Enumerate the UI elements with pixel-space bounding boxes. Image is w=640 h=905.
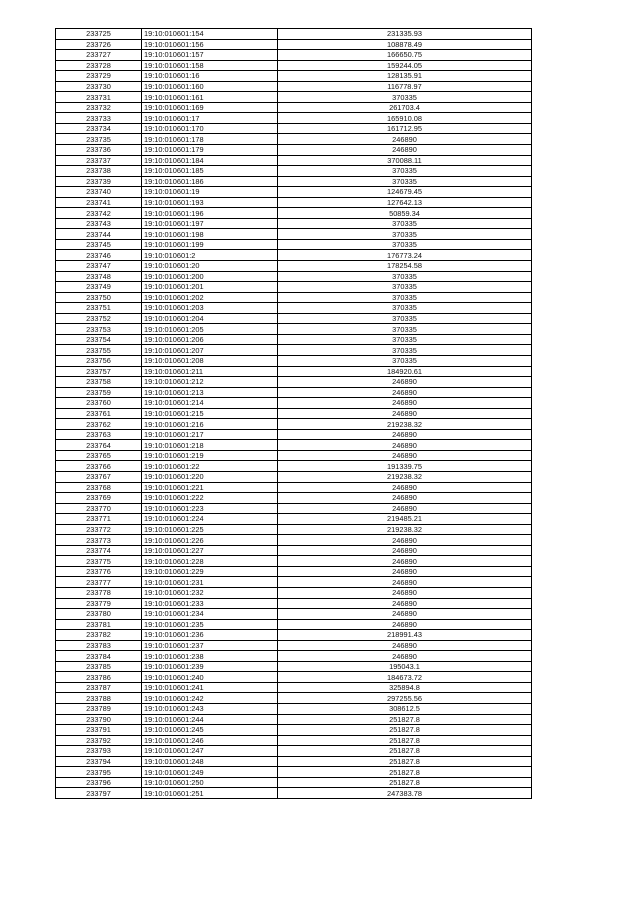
value-cell: 251827.8 — [278, 777, 532, 788]
table-row — [56, 756, 532, 767]
row-number-cell: 233791 — [56, 725, 142, 736]
row-number-cell: 233789 — [56, 704, 142, 715]
row-number-cell: 233725 — [56, 29, 142, 40]
cadastral-number-cell: 19:10:010601:223 — [142, 503, 278, 514]
cadastral-number-cell: 19:10:010601:186 — [142, 176, 278, 187]
value-cell: 370335 — [278, 355, 532, 366]
table-row — [56, 166, 532, 177]
cadastral-number-cell: 19:10:010601:213 — [142, 387, 278, 398]
table-row — [56, 535, 532, 546]
row-number-cell: 233761 — [56, 408, 142, 419]
cadastral-number-cell: 19:10:010601:232 — [142, 587, 278, 598]
row-number-cell: 233733 — [56, 113, 142, 124]
cadastral-number-cell: 19:10:010601:19 — [142, 187, 278, 198]
row-number-cell: 233750 — [56, 292, 142, 303]
table-row — [56, 303, 532, 314]
table-row — [56, 788, 532, 799]
data-table — [55, 28, 532, 799]
cadastral-number-cell: 19:10:010601:235 — [142, 619, 278, 630]
row-number-cell: 233769 — [56, 493, 142, 504]
table-row — [56, 725, 532, 736]
table-row — [56, 598, 532, 609]
table-row — [56, 250, 532, 261]
table-row — [56, 71, 532, 82]
value-cell: 370335 — [278, 218, 532, 229]
table-row — [56, 60, 532, 71]
value-cell: 370335 — [278, 292, 532, 303]
cadastral-number-cell: 19:10:010601:200 — [142, 271, 278, 282]
cadastral-number-cell: 19:10:010601:161 — [142, 92, 278, 103]
value-cell: 251827.8 — [278, 725, 532, 736]
row-number-cell: 233770 — [56, 503, 142, 514]
row-number-cell: 233731 — [56, 92, 142, 103]
row-number-cell: 233759 — [56, 387, 142, 398]
row-number-cell: 233775 — [56, 556, 142, 567]
row-number-cell: 233762 — [56, 419, 142, 430]
row-number-cell: 233792 — [56, 735, 142, 746]
value-cell: 246890 — [278, 556, 532, 567]
row-number-cell: 233771 — [56, 514, 142, 525]
value-cell: 370335 — [278, 239, 532, 250]
table-row — [56, 113, 532, 124]
cadastral-number-cell: 19:10:010601:179 — [142, 145, 278, 156]
cadastral-number-cell: 19:10:010601:202 — [142, 292, 278, 303]
value-cell: 370335 — [278, 282, 532, 293]
value-cell: 246890 — [278, 398, 532, 409]
table-row — [56, 239, 532, 250]
row-number-cell: 233776 — [56, 566, 142, 577]
value-cell: 246890 — [278, 503, 532, 514]
value-cell: 165910.08 — [278, 113, 532, 124]
value-cell: 246890 — [278, 598, 532, 609]
table-row — [56, 271, 532, 282]
row-number-cell: 233782 — [56, 630, 142, 641]
table-row — [56, 682, 532, 693]
row-number-cell: 233774 — [56, 545, 142, 556]
cadastral-number-cell: 19:10:010601:160 — [142, 81, 278, 92]
cadastral-number-cell: 19:10:010601:234 — [142, 609, 278, 620]
table-row — [56, 577, 532, 588]
cadastral-number-cell: 19:10:010601:248 — [142, 756, 278, 767]
cadastral-number-cell: 19:10:010601:221 — [142, 482, 278, 493]
table-row — [56, 50, 532, 61]
table-row — [56, 345, 532, 356]
table-row — [56, 419, 532, 430]
cadastral-number-cell: 19:10:010601:241 — [142, 682, 278, 693]
value-cell: 370335 — [278, 229, 532, 240]
row-number-cell: 233768 — [56, 482, 142, 493]
row-number-cell: 233738 — [56, 166, 142, 177]
cadastral-number-cell: 19:10:010601:2 — [142, 250, 278, 261]
cadastral-number-cell: 19:10:010601:154 — [142, 29, 278, 40]
cadastral-number-cell: 19:10:010601:158 — [142, 60, 278, 71]
value-cell: 370335 — [278, 334, 532, 345]
table-row — [56, 429, 532, 440]
table-row — [56, 377, 532, 388]
row-number-cell: 233756 — [56, 355, 142, 366]
row-number-cell: 233754 — [56, 334, 142, 345]
row-number-cell: 233777 — [56, 577, 142, 588]
row-number-cell: 233726 — [56, 39, 142, 50]
cadastral-number-cell: 19:10:010601:229 — [142, 566, 278, 577]
cadastral-number-cell: 19:10:010601:216 — [142, 419, 278, 430]
row-number-cell: 233737 — [56, 155, 142, 166]
cadastral-number-cell: 19:10:010601:203 — [142, 303, 278, 314]
row-number-cell: 233741 — [56, 197, 142, 208]
value-cell: 219485.21 — [278, 514, 532, 525]
row-number-cell: 233780 — [56, 609, 142, 620]
cadastral-number-cell: 19:10:010601:251 — [142, 788, 278, 799]
row-number-cell: 233778 — [56, 587, 142, 598]
table-row — [56, 261, 532, 272]
row-number-cell: 233729 — [56, 71, 142, 82]
table-row — [56, 208, 532, 219]
table-row — [56, 324, 532, 335]
row-number-cell: 233746 — [56, 250, 142, 261]
value-cell: 370335 — [278, 345, 532, 356]
value-cell: 116778.97 — [278, 81, 532, 92]
value-cell: 246890 — [278, 408, 532, 419]
value-cell: 176773.24 — [278, 250, 532, 261]
table-row — [56, 187, 532, 198]
cadastral-number-cell: 19:10:010601:237 — [142, 640, 278, 651]
table-row — [56, 123, 532, 134]
table-row — [56, 102, 532, 113]
table-row — [56, 651, 532, 662]
value-cell: 184920.61 — [278, 366, 532, 377]
value-cell: 246890 — [278, 609, 532, 620]
value-cell: 297255.56 — [278, 693, 532, 704]
cadastral-number-cell: 19:10:010601:233 — [142, 598, 278, 609]
row-number-cell: 233739 — [56, 176, 142, 187]
table-row — [56, 313, 532, 324]
table-row — [56, 218, 532, 229]
cadastral-number-cell: 19:10:010601:217 — [142, 429, 278, 440]
row-number-cell: 233755 — [56, 345, 142, 356]
cadastral-number-cell: 19:10:010601:220 — [142, 471, 278, 482]
table-row — [56, 566, 532, 577]
row-number-cell: 233796 — [56, 777, 142, 788]
row-number-cell: 233748 — [56, 271, 142, 282]
row-number-cell: 233794 — [56, 756, 142, 767]
table-row — [56, 387, 532, 398]
value-cell: 261703.4 — [278, 102, 532, 113]
value-cell: 161712.95 — [278, 123, 532, 134]
table-row — [56, 197, 532, 208]
value-cell: 246890 — [278, 619, 532, 630]
table-row — [56, 134, 532, 145]
table-row — [56, 398, 532, 409]
row-number-cell: 233736 — [56, 145, 142, 156]
table-row — [56, 366, 532, 377]
row-number-cell: 233745 — [56, 239, 142, 250]
cadastral-number-cell: 19:10:010601:197 — [142, 218, 278, 229]
cadastral-number-cell: 19:10:010601:214 — [142, 398, 278, 409]
table-row — [56, 176, 532, 187]
table-row — [56, 746, 532, 757]
cadastral-number-cell: 19:10:010601:199 — [142, 239, 278, 250]
value-cell: 370335 — [278, 313, 532, 324]
cadastral-number-cell: 19:10:010601:157 — [142, 50, 278, 61]
row-number-cell: 233764 — [56, 440, 142, 451]
table-row — [56, 355, 532, 366]
table-row — [56, 145, 532, 156]
value-cell: 251827.8 — [278, 767, 532, 778]
row-number-cell: 233763 — [56, 429, 142, 440]
table-row — [56, 450, 532, 461]
value-cell: 219238.32 — [278, 524, 532, 535]
value-cell: 251827.8 — [278, 756, 532, 767]
row-number-cell: 233728 — [56, 60, 142, 71]
row-number-cell: 233795 — [56, 767, 142, 778]
cadastral-number-cell: 19:10:010601:238 — [142, 651, 278, 662]
row-number-cell: 233772 — [56, 524, 142, 535]
value-cell: 191339.75 — [278, 461, 532, 472]
table-row — [56, 619, 532, 630]
value-cell: 184673.72 — [278, 672, 532, 683]
table-row — [56, 39, 532, 50]
row-number-cell: 233785 — [56, 661, 142, 672]
value-cell: 251827.8 — [278, 746, 532, 757]
cadastral-number-cell: 19:10:010601:201 — [142, 282, 278, 293]
value-cell: 246890 — [278, 450, 532, 461]
value-cell: 50859.34 — [278, 208, 532, 219]
value-cell: 246890 — [278, 387, 532, 398]
value-cell: 219238.32 — [278, 419, 532, 430]
row-number-cell: 233758 — [56, 377, 142, 388]
value-cell: 246890 — [278, 651, 532, 662]
cadastral-number-cell: 19:10:010601:16 — [142, 71, 278, 82]
cadastral-number-cell: 19:10:010601:17 — [142, 113, 278, 124]
row-number-cell: 233744 — [56, 229, 142, 240]
cadastral-number-cell: 19:10:010601:239 — [142, 661, 278, 672]
table-row — [56, 735, 532, 746]
value-cell: 370335 — [278, 176, 532, 187]
cadastral-number-cell: 19:10:010601:244 — [142, 714, 278, 725]
cadastral-number-cell: 19:10:010601:20 — [142, 261, 278, 272]
cadastral-number-cell: 19:10:010601:247 — [142, 746, 278, 757]
cadastral-number-cell: 19:10:010601:240 — [142, 672, 278, 683]
cadastral-number-cell: 19:10:010601:205 — [142, 324, 278, 335]
row-number-cell: 233790 — [56, 714, 142, 725]
cadastral-number-cell: 19:10:010601:222 — [142, 493, 278, 504]
row-number-cell: 233752 — [56, 313, 142, 324]
row-number-cell: 233757 — [56, 366, 142, 377]
table-row — [56, 503, 532, 514]
row-number-cell: 233781 — [56, 619, 142, 630]
row-number-cell: 233783 — [56, 640, 142, 651]
cadastral-number-cell: 19:10:010601:198 — [142, 229, 278, 240]
cadastral-number-cell: 19:10:010601:208 — [142, 355, 278, 366]
row-number-cell: 233793 — [56, 746, 142, 757]
cadastral-number-cell: 19:10:010601:207 — [142, 345, 278, 356]
value-cell: 370335 — [278, 92, 532, 103]
table-row — [56, 461, 532, 472]
table-row — [56, 672, 532, 683]
table-row — [56, 524, 532, 535]
cadastral-number-cell: 19:10:010601:184 — [142, 155, 278, 166]
value-cell: 246890 — [278, 566, 532, 577]
cadastral-number-cell: 19:10:010601:246 — [142, 735, 278, 746]
value-cell: 124679.45 — [278, 187, 532, 198]
row-number-cell: 233735 — [56, 134, 142, 145]
row-number-cell: 233773 — [56, 535, 142, 546]
table-row — [56, 514, 532, 525]
value-cell: 246890 — [278, 145, 532, 156]
row-number-cell: 233787 — [56, 682, 142, 693]
row-number-cell: 233786 — [56, 672, 142, 683]
cadastral-number-cell: 19:10:010601:219 — [142, 450, 278, 461]
table-row — [56, 777, 532, 788]
row-number-cell: 233732 — [56, 102, 142, 113]
row-number-cell: 233751 — [56, 303, 142, 314]
value-cell: 308612.5 — [278, 704, 532, 715]
table-row — [56, 556, 532, 567]
cadastral-number-cell: 19:10:010601:193 — [142, 197, 278, 208]
table-row — [56, 704, 532, 715]
value-cell: 246890 — [278, 640, 532, 651]
value-cell: 251827.8 — [278, 735, 532, 746]
value-cell: 370335 — [278, 166, 532, 177]
value-cell: 246890 — [278, 545, 532, 556]
table-row — [56, 81, 532, 92]
table-row — [56, 334, 532, 345]
cadastral-number-cell: 19:10:010601:225 — [142, 524, 278, 535]
row-number-cell: 233788 — [56, 693, 142, 704]
value-cell: 166650.75 — [278, 50, 532, 61]
cadastral-number-cell: 19:10:010601:206 — [142, 334, 278, 345]
table-row — [56, 661, 532, 672]
cadastral-number-cell: 19:10:010601:185 — [142, 166, 278, 177]
row-number-cell: 233747 — [56, 261, 142, 272]
table-row — [56, 229, 532, 240]
row-number-cell: 233753 — [56, 324, 142, 335]
table-row — [56, 609, 532, 620]
cadastral-number-cell: 19:10:010601:169 — [142, 102, 278, 113]
table-row — [56, 282, 532, 293]
table-row — [56, 471, 532, 482]
row-number-cell: 233767 — [56, 471, 142, 482]
value-cell: 108878.49 — [278, 39, 532, 50]
cadastral-number-cell: 19:10:010601:242 — [142, 693, 278, 704]
cadastral-number-cell: 19:10:010601:227 — [142, 545, 278, 556]
row-number-cell: 233727 — [56, 50, 142, 61]
value-cell: 246890 — [278, 377, 532, 388]
cadastral-number-cell: 19:10:010601:249 — [142, 767, 278, 778]
table-row — [56, 92, 532, 103]
cadastral-number-cell: 19:10:010601:236 — [142, 630, 278, 641]
row-number-cell: 233765 — [56, 450, 142, 461]
row-number-cell: 233734 — [56, 123, 142, 134]
value-cell: 246890 — [278, 482, 532, 493]
value-cell: 246890 — [278, 535, 532, 546]
cadastral-number-cell: 19:10:010601:224 — [142, 514, 278, 525]
table-row — [56, 630, 532, 641]
value-cell: 127642.13 — [278, 197, 532, 208]
value-cell: 246890 — [278, 134, 532, 145]
row-number-cell: 233740 — [56, 187, 142, 198]
cadastral-number-cell: 19:10:010601:170 — [142, 123, 278, 134]
row-number-cell: 233749 — [56, 282, 142, 293]
cadastral-number-cell: 19:10:010601:245 — [142, 725, 278, 736]
value-cell: 246890 — [278, 429, 532, 440]
cadastral-number-cell: 19:10:010601:212 — [142, 377, 278, 388]
table-row — [56, 482, 532, 493]
table-row — [56, 767, 532, 778]
table-row — [56, 545, 532, 556]
value-cell: 219238.32 — [278, 471, 532, 482]
row-number-cell: 233730 — [56, 81, 142, 92]
table-row — [56, 29, 532, 40]
cadastral-number-cell: 19:10:010601:204 — [142, 313, 278, 324]
row-number-cell: 233760 — [56, 398, 142, 409]
row-number-cell: 233742 — [56, 208, 142, 219]
value-cell: 246890 — [278, 440, 532, 451]
cadastral-number-cell: 19:10:010601:218 — [142, 440, 278, 451]
table-row — [56, 408, 532, 419]
cadastral-number-cell: 19:10:010601:250 — [142, 777, 278, 788]
table-row — [56, 587, 532, 598]
cadastral-number-cell: 19:10:010601:211 — [142, 366, 278, 377]
row-number-cell: 233766 — [56, 461, 142, 472]
value-cell: 246890 — [278, 493, 532, 504]
value-cell: 231335.93 — [278, 29, 532, 40]
value-cell: 128135.91 — [278, 71, 532, 82]
cadastral-number-cell: 19:10:010601:228 — [142, 556, 278, 567]
value-cell: 246890 — [278, 587, 532, 598]
value-cell: 159244.05 — [278, 60, 532, 71]
cadastral-number-cell: 19:10:010601:22 — [142, 461, 278, 472]
cadastral-number-cell: 19:10:010601:231 — [142, 577, 278, 588]
row-number-cell: 233797 — [56, 788, 142, 799]
cadastral-number-cell: 19:10:010601:243 — [142, 704, 278, 715]
table-row — [56, 714, 532, 725]
value-cell: 218991.43 — [278, 630, 532, 641]
table-row — [56, 640, 532, 651]
table-body — [56, 29, 532, 799]
value-cell: 178254.58 — [278, 261, 532, 272]
value-cell: 370335 — [278, 271, 532, 282]
table-row — [56, 155, 532, 166]
table-row — [56, 440, 532, 451]
value-cell: 251827.8 — [278, 714, 532, 725]
value-cell: 370088.11 — [278, 155, 532, 166]
value-cell: 195043.1 — [278, 661, 532, 672]
value-cell: 246890 — [278, 577, 532, 588]
value-cell: 370335 — [278, 303, 532, 314]
value-cell: 370335 — [278, 324, 532, 335]
value-cell: 247383.78 — [278, 788, 532, 799]
cadastral-number-cell: 19:10:010601:156 — [142, 39, 278, 50]
cadastral-number-cell: 19:10:010601:196 — [142, 208, 278, 219]
cadastral-number-cell: 19:10:010601:226 — [142, 535, 278, 546]
table-row — [56, 292, 532, 303]
value-cell: 325894.8 — [278, 682, 532, 693]
table-row — [56, 493, 532, 504]
row-number-cell: 233784 — [56, 651, 142, 662]
cadastral-number-cell: 19:10:010601:178 — [142, 134, 278, 145]
row-number-cell: 233743 — [56, 218, 142, 229]
row-number-cell: 233779 — [56, 598, 142, 609]
table-row — [56, 693, 532, 704]
cadastral-number-cell: 19:10:010601:215 — [142, 408, 278, 419]
